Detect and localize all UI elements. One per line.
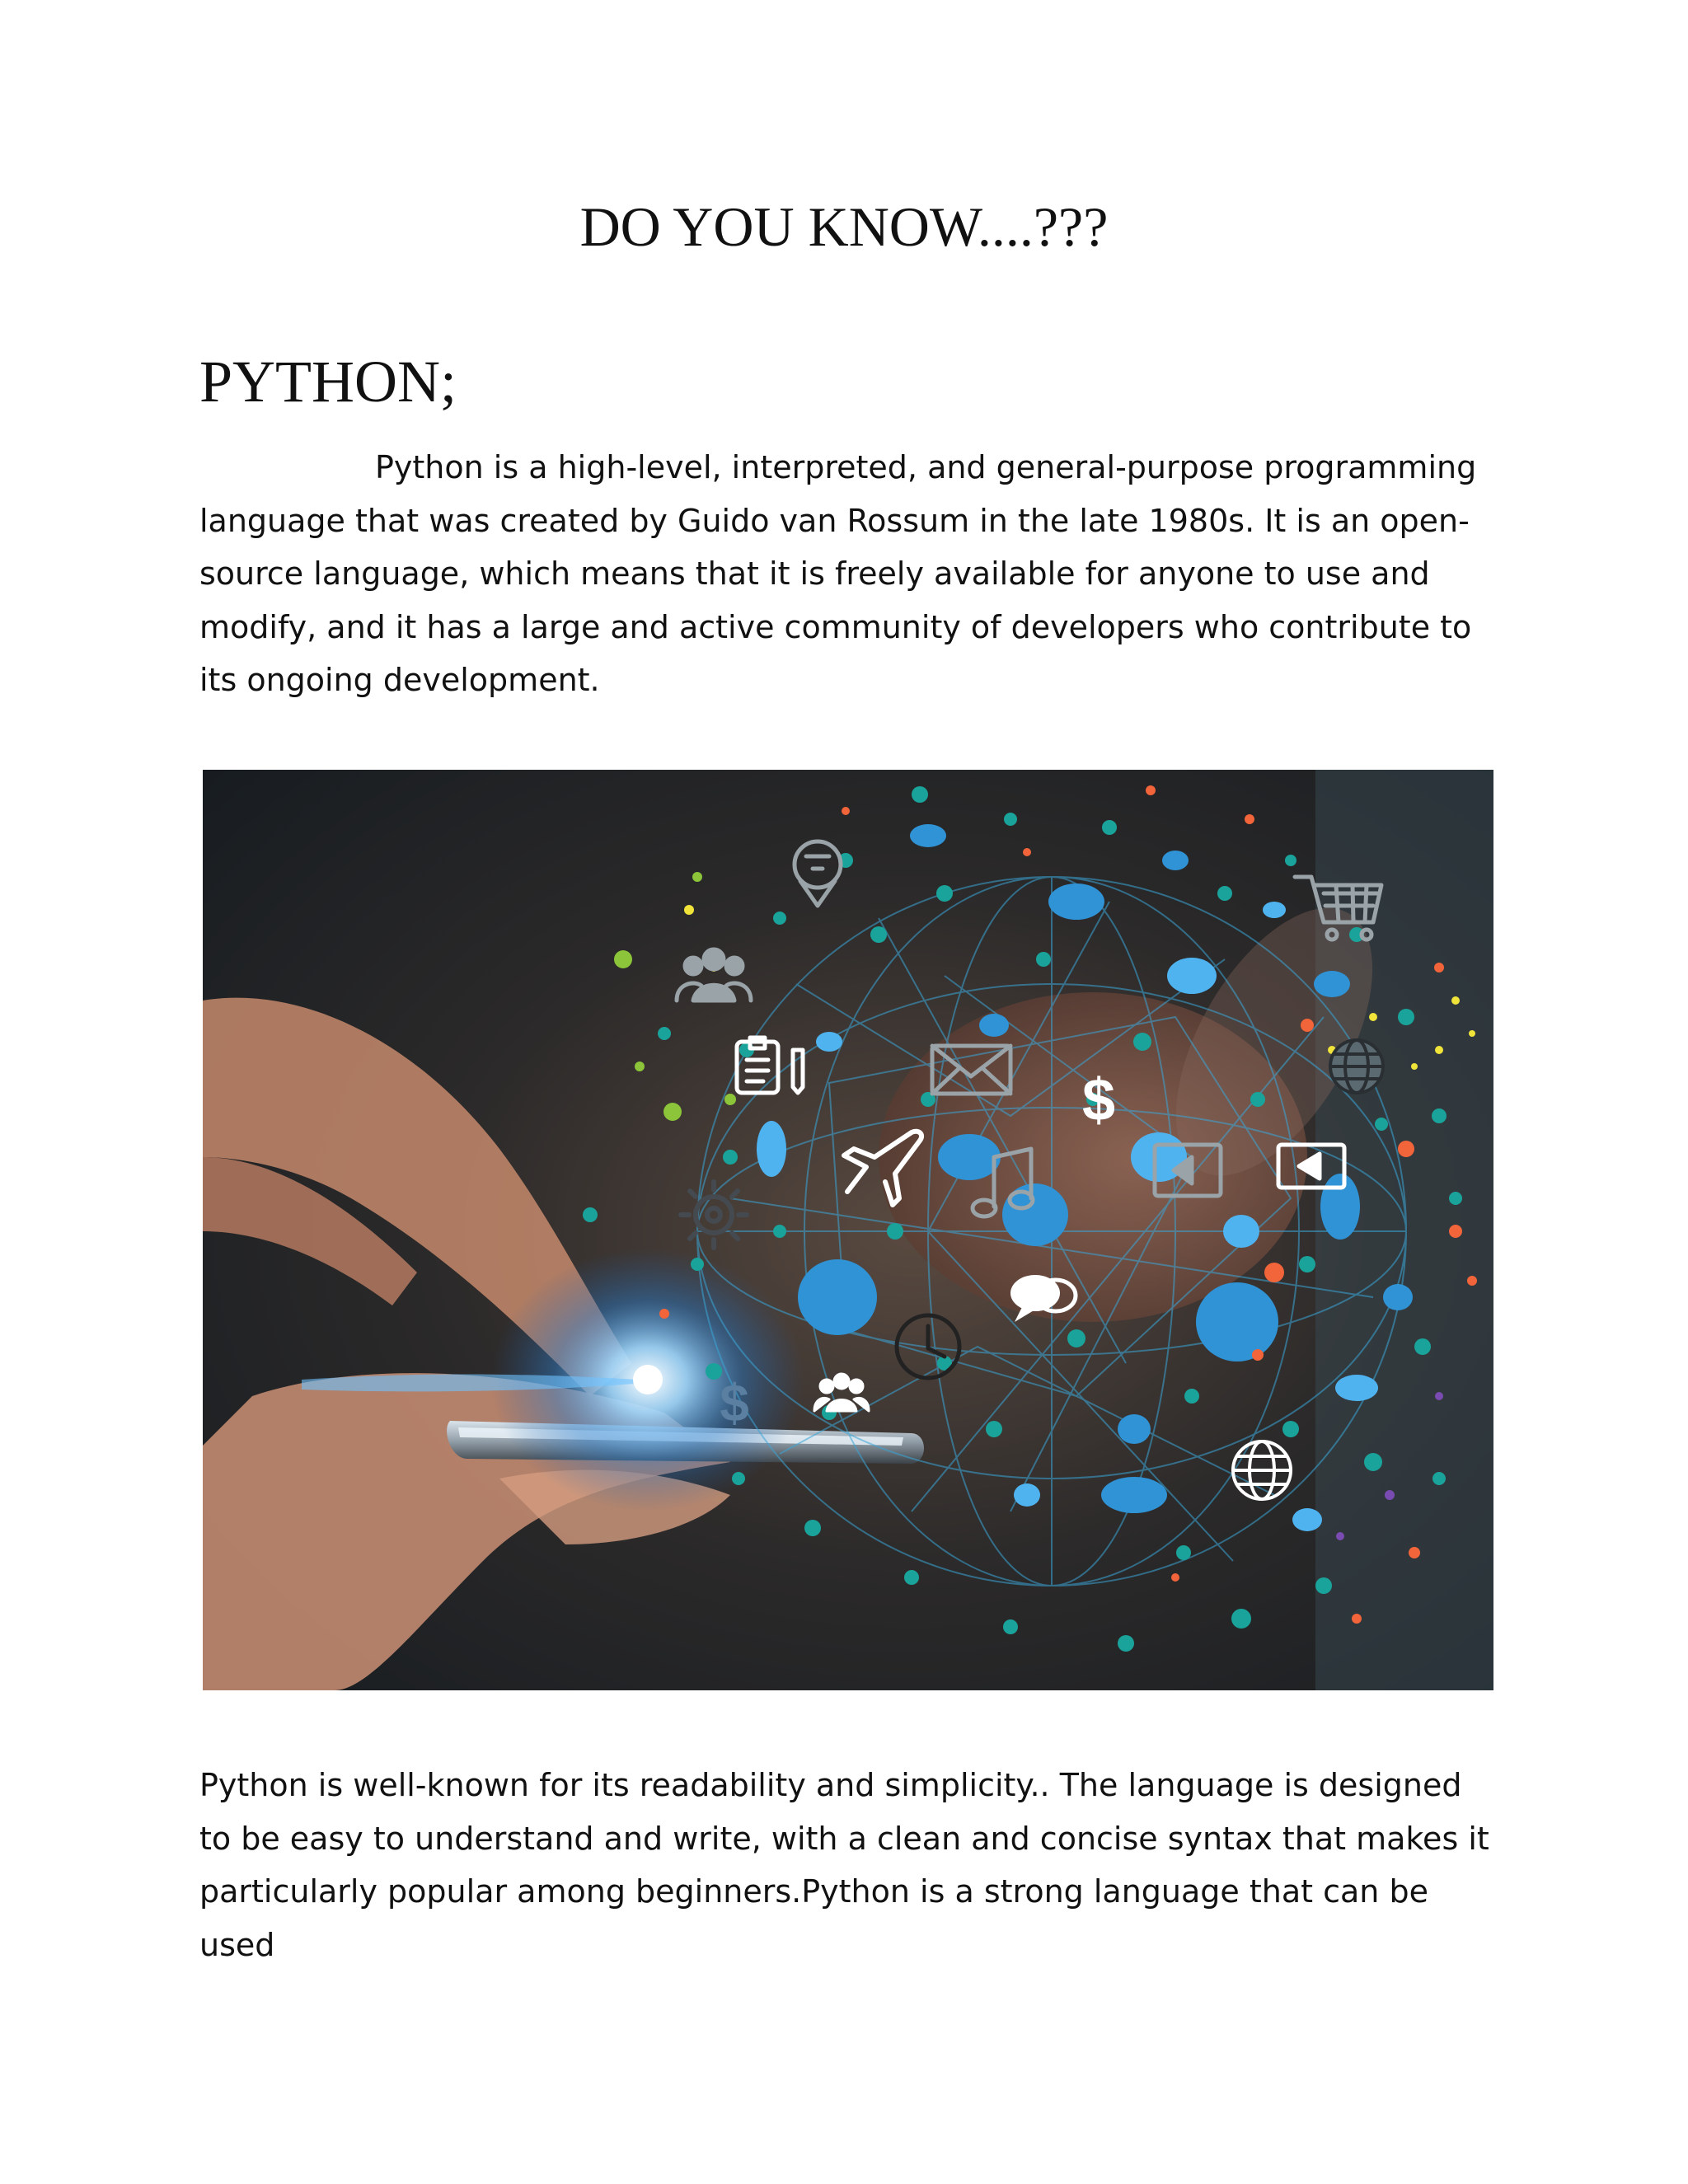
section-heading: PYTHON; bbox=[199, 349, 457, 415]
network-sphere-image bbox=[203, 770, 1493, 1690]
page-title: DO YOU KNOW....??? bbox=[579, 195, 1109, 258]
svg-text:$: $ bbox=[720, 1373, 749, 1432]
intro-paragraph: Python is a high-level, interpreted, and general-purpose programming language that was created by Guido van Rossum in the late 1980s. It is an open-source language, which means that it is freely available for anyone to use and modify, and it has a large and active community of developers who contribute to its ongoing development. bbox=[199, 449, 1477, 698]
svg-text:$: $ bbox=[1081, 1067, 1116, 1133]
readability-paragraph: Python is well-known for its readability and simplicity.. The language is designed to be easy to understand and write, with a clean and concise syntax that makes it particularly popular among beginners.Python is a strong language that can be used bbox=[199, 1767, 1489, 1963]
